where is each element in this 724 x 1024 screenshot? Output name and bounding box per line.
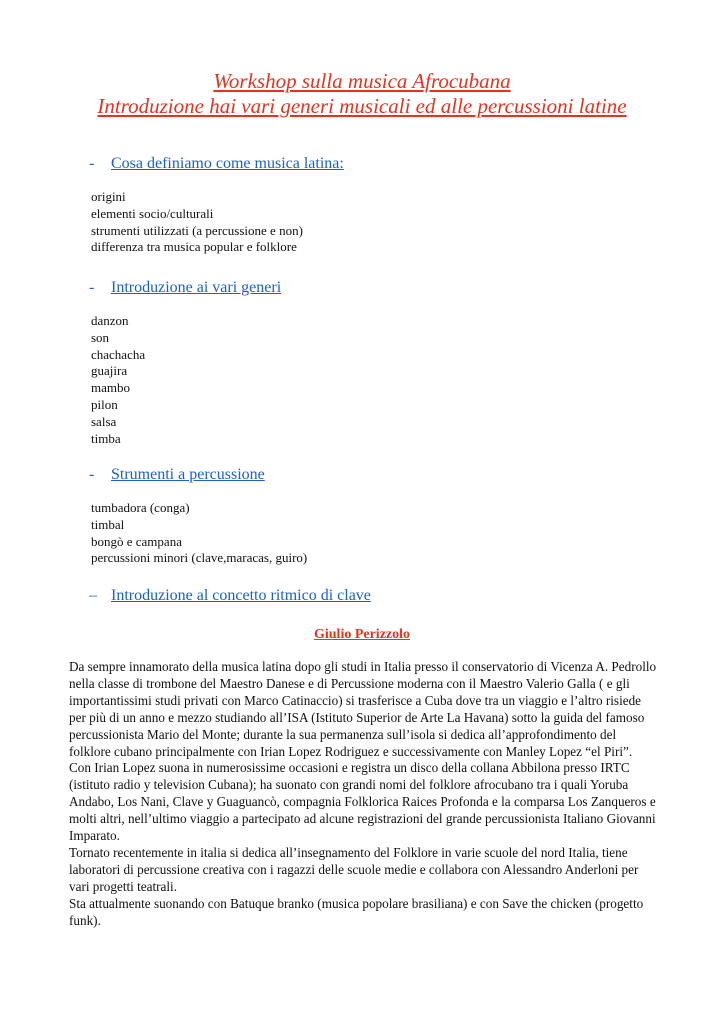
- list-item: mambo: [91, 380, 130, 396]
- bio-paragraph: Tornato recentemente in italia si dedica all’insegnamento del Folklore in varie scuole del nord Italia, tiene laboratori di percussione creativa con i ragazzi delle scuole medie e collabora con Alessandro Anderloni per vari progetti teatrali.: [69, 844, 639, 894]
- section-heading-generi: [89, 278, 281, 298]
- list-item: percussioni minori (clave,maracas, guiro): [91, 550, 308, 566]
- section-heading-strumenti: [89, 465, 265, 485]
- section-heading-label: Introduzione al concetto ritmico di clave: [111, 587, 371, 604]
- list-musica-latina: [91, 189, 303, 256]
- list-item: pilon: [91, 396, 118, 412]
- bio-paragraph: Sta attualmente suonando con Batuque branko (musica popolare brasiliana) e con Save the chicken (progetto funk).: [69, 895, 644, 928]
- list-item: origini: [91, 189, 126, 204]
- list-item: danzon: [91, 313, 129, 328]
- list-item: timbal: [91, 516, 125, 532]
- title-line-1: Workshop sulla musica Afrocubana: [213, 69, 511, 93]
- section-heading-label: Strumenti a percussione: [111, 466, 265, 483]
- list-strumenti: [91, 500, 307, 567]
- bio-paragraph: Con Irian Lopez suona in numerosissime occasioni e registra un disco della collana Abbilona presso IRTC (istituto radio y television Cubana); ha suonato con grandi nomi del folklore afrocubano tra i quali Yoruba Andabo, Los Nani, Clave y Guaguancò, compagnia Folklorica Raices Profonda e la comparsa Los Zanqueros e molti altri, nell’ultimo viaggio a partecipato ad alcune registrazioni del grande percussionista Italiano Giovanni Imparato.: [69, 760, 656, 844]
- section-heading-musica-latina: [89, 154, 344, 174]
- bio-paragraph: Da sempre innamorato della musica latina dopo gli studi in Italia presso il conservatorio di Vicenza A. Pedrollo nella classe di trombone del Maestro Danese e di Percussione moderna con il Maestro Valerio Galla ( e gli importantissimi studi privati con Marco Catinaccio) si trasferisce a Cuba dove tra un viaggio e l’altro risiede per più di un anno e mezzo studiando all’ISA (Istituto Superior de Arte La Havana) sotto la guida del famoso percussionista Mario del Monte; durante la sua permanenza sull’isola si dedica all’approfondimento del folklore cubano principalmente con Irian Lopez Rodriguez e successivamente con Manley Lopez “el Piri”.: [69, 659, 657, 759]
- author-name: Giulio Perizzolo: [313, 627, 411, 642]
- list-item: chachacha: [91, 346, 146, 362]
- list-item: timba: [91, 430, 121, 446]
- list-item: son: [91, 329, 110, 345]
- section-heading-label: Cosa definiamo come musica latina:: [111, 155, 344, 172]
- list-item: elementi socio/culturali: [91, 205, 214, 221]
- list-generi: [91, 313, 145, 447]
- section-dash: -: [89, 155, 95, 172]
- author-biography: [69, 659, 659, 930]
- list-item: strumenti utilizzati (a percussione e non): [91, 222, 303, 238]
- section-dash: –: [89, 587, 97, 604]
- list-item: guajira: [91, 363, 128, 379]
- section-dash: -: [89, 466, 95, 483]
- list-item: tumbadora (conga): [91, 500, 190, 515]
- list-item: differenza tra musica popular e folklore: [91, 239, 297, 255]
- section-heading-label: Introduzione ai vari generi: [111, 279, 282, 296]
- section-dash: -: [89, 279, 95, 296]
- title-line-2: Introduzione hai vari generi musicali ed alle percussioni latine: [97, 94, 627, 118]
- list-item: salsa: [91, 413, 117, 429]
- list-item: bongò e campana: [91, 533, 182, 549]
- section-heading-clave: [89, 586, 371, 606]
